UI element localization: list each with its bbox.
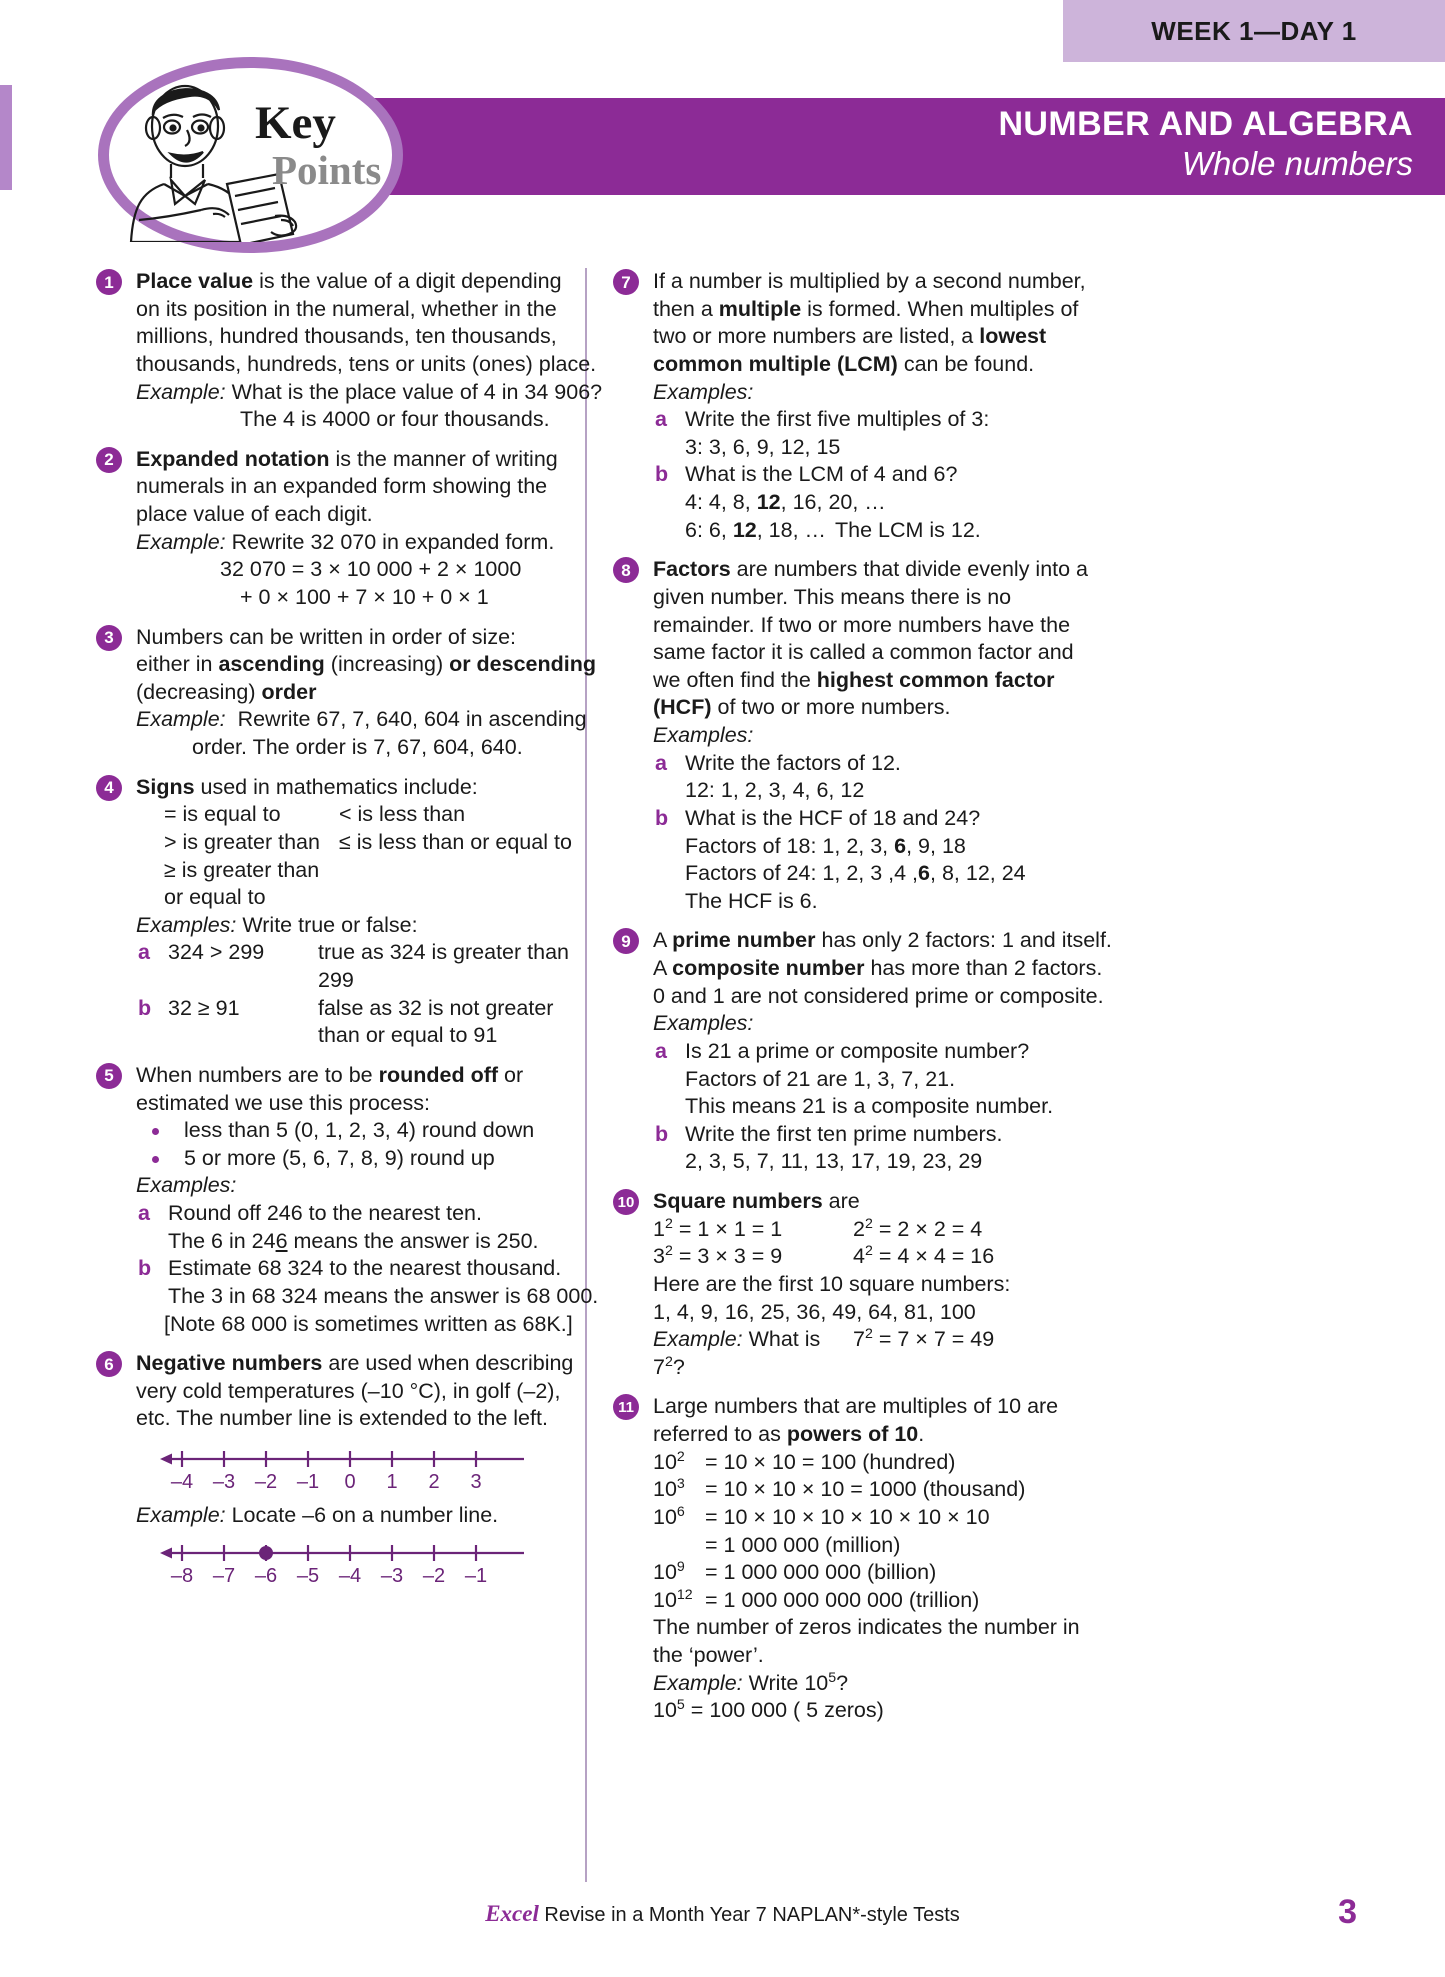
power-value: = 10 × 10 × 10 × 10 × 10 × 10	[705, 1504, 990, 1529]
number-line	[160, 1539, 588, 1590]
power-of-ten-row	[653, 1504, 1113, 1532]
sign-left: = is equal to	[164, 802, 281, 827]
key-point-item	[96, 624, 597, 762]
key-point-item	[613, 1188, 1113, 1381]
example-letter: b	[655, 805, 669, 830]
example-sub-item	[653, 1038, 1113, 1121]
square-example-row	[653, 1326, 1113, 1381]
example-letter: b	[138, 995, 152, 1020]
power-notation: $10^3$	[653, 1476, 685, 1502]
key-point-number-badge: 3	[96, 625, 122, 651]
example-expression: 324 > 299	[168, 940, 265, 965]
square-left: $3^2 = 3 \times 3 = 9$	[653, 1243, 783, 1269]
text-line: remainder. If two or more numbers have the	[653, 612, 1071, 637]
page-footer	[0, 1893, 1445, 1941]
number-line-label: –6	[254, 1565, 278, 1588]
text-line: A composite number has more than 2 factors.	[653, 956, 1103, 980]
text-line: 12: 1, 2, 3, 4, 6, 12	[685, 778, 865, 803]
text-line: given number. This means there is no	[653, 584, 1012, 609]
text-line: The HCF is 6.	[685, 888, 818, 913]
text-line: very cold temperatures (–10 °C), in golf (–2),	[136, 1378, 561, 1403]
number-line-label: –5	[296, 1565, 320, 1588]
text-line: Signs used in mathematics include:	[136, 774, 478, 799]
text-line: Examples:	[653, 1011, 754, 1036]
text-line: Write the factors of 12.	[685, 750, 901, 775]
square-example-question: Example: What is $7^2$?	[653, 1327, 821, 1379]
text-line: Examples:	[653, 379, 754, 404]
text-line: 1, 4, 9, 16, 25, 36, 49, 64, 81, 100	[653, 1299, 976, 1324]
text-line: Factors are numbers that divide evenly into a	[653, 557, 1089, 582]
example-letter: a	[655, 750, 667, 775]
square-left: $1^2 = 1 \times 1 = 1$	[653, 1215, 783, 1241]
section-subtitle: Whole numbers	[1181, 145, 1413, 183]
sign-left: ≥ is greater than or equal to	[164, 857, 320, 910]
key-point-item	[96, 774, 588, 1050]
example-answer: The LCM is 12.	[835, 517, 981, 542]
text-line: place value of each digit.	[136, 502, 373, 526]
number-line-label: –7	[212, 1565, 236, 1588]
number-line-label: 0	[344, 1471, 356, 1493]
number-line-label: –4	[338, 1565, 362, 1588]
key-point-number-badge: 5	[96, 1063, 122, 1089]
square-number-row	[653, 1216, 1113, 1244]
footer-title: Revise in a Month Year 7 NAPLAN*-style Tests	[538, 1904, 960, 1926]
text-line: Examples:	[653, 723, 754, 747]
text-line: the ‘power’.	[653, 1643, 764, 1667]
power-value: = 1 000 000 000 (billion)	[705, 1560, 937, 1585]
text-line: Examples:	[136, 1173, 237, 1198]
key-point-item	[96, 1062, 599, 1338]
key-point-item	[613, 556, 1113, 915]
text-line: order. The order is 7, 67, 604, 640.	[192, 735, 523, 759]
key-points-badge	[98, 57, 403, 253]
example-sub-item	[136, 939, 588, 994]
text-line: Example: Locate –6 on a number line.	[136, 1502, 499, 1527]
text-line: Example: Rewrite 67, 7, 640, 604 in ascending	[136, 707, 587, 732]
text-line: 4: 4, 8, 12, 16, 20, …	[685, 490, 886, 514]
example-sub-item	[136, 1200, 588, 1255]
text-line: two or more numbers are listed, a lowest	[653, 324, 1047, 349]
power-of-ten-row	[653, 1449, 1113, 1477]
text-line: 3: 3, 6, 9, 12, 15	[685, 434, 841, 459]
text-line: estimated we use this process:	[136, 1090, 430, 1115]
key-point-number-badge: 10	[613, 1189, 639, 1215]
text-line: common multiple (LCM) can be found.	[653, 351, 1035, 376]
text-line: Example: Write $10^5$?	[653, 1669, 849, 1695]
example-answer: true as 324 is greater than 299	[318, 940, 569, 992]
text-line: we often find the highest common factor	[653, 667, 1055, 692]
text-line: What is the LCM of 4 and 6?	[685, 462, 958, 487]
sign-right	[339, 857, 588, 912]
text-line: same factor it is called a common factor and	[653, 640, 1074, 665]
key-point-number-badge: 1	[96, 269, 122, 295]
key-point-item	[613, 927, 1113, 1176]
key-point-number-badge: 9	[613, 928, 639, 954]
number-line-label: 2	[428, 1471, 440, 1493]
example-letter: a	[138, 940, 150, 965]
section-title: NUMBER AND ALGEBRA	[998, 105, 1413, 143]
text-line: referred to as powers of 10.	[653, 1422, 925, 1446]
text-line: millions, hundred thousands, ten thousands,	[136, 324, 557, 349]
text-line: This means 21 is a composite number.	[685, 1094, 1054, 1119]
number-line-container	[136, 1445, 588, 1496]
text-line: Example: What is the place value of 4 in 34 906?	[136, 379, 603, 404]
example-letter: b	[655, 462, 669, 487]
text-line: Numbers can be written in order of size:	[136, 624, 516, 649]
text-line: [Note 68 000 is sometimes written as 68K.]	[164, 1311, 573, 1336]
number-line-label: 1	[386, 1471, 398, 1493]
text-line: Round off 246 to the nearest ten.	[168, 1201, 482, 1225]
number-line-container	[136, 1539, 588, 1590]
text-line: + 0 × 100 + 7 × 10 + 0 × 1	[240, 584, 489, 609]
number-line-label: 3	[470, 1471, 482, 1493]
text-line: Example: Rewrite 32 070 in expanded form.	[136, 529, 555, 554]
text-line: Is 21 a prime or composite number?	[685, 1038, 1030, 1063]
text-line: 2, 3, 5, 7, 11, 13, 17, 19, 23, 29	[685, 1149, 983, 1174]
example-sub-item	[653, 805, 1113, 916]
text-line: When numbers are to be rounded off or	[136, 1062, 524, 1087]
text-line: (HCF) of two or more numbers.	[653, 695, 951, 720]
key-point-item	[613, 268, 1113, 544]
example-answer: false as 32 is not greater	[318, 995, 554, 1020]
left-edge-accent-bar	[0, 85, 12, 190]
number-line-label: –2	[422, 1565, 446, 1588]
process-bullet: 5 or more (5, 6, 7, 8, 9) round up	[136, 1145, 588, 1173]
text-line: (decreasing) order	[136, 679, 317, 704]
text-line: thousands, hundreds, tens or units (ones) place.	[136, 351, 597, 376]
text-line: If a number is multiplied by a second number,	[653, 269, 1086, 293]
key-point-number-badge: 2	[96, 447, 122, 473]
text-line: either in ascending (increasing) or descending	[136, 652, 597, 677]
text-line: $10^5 = 100$ 000 ( 5 zeros)	[653, 1697, 884, 1723]
key-point-number-badge: 7	[613, 269, 639, 295]
text-line: etc. The number line is extended to the left.	[136, 1406, 548, 1431]
power-of-ten-row	[653, 1587, 1113, 1615]
power-notation: $10^{12}$	[653, 1586, 693, 1612]
text-line: Square numbers are	[653, 1189, 860, 1213]
key-point-item	[96, 446, 588, 612]
number-line-label: –8	[170, 1565, 194, 1588]
sign-row	[136, 801, 588, 829]
example-answer-cont: than or equal to 91	[318, 1023, 498, 1048]
text-line: The 6 in 246 means the answer is 250.	[168, 1228, 539, 1253]
power-notation: $10^2$	[653, 1448, 685, 1474]
left-column	[96, 268, 603, 1602]
text-line: Write the first ten prime numbers.	[685, 1121, 1003, 1146]
process-bullet: less than 5 (0, 1, 2, 3, 4) round down	[136, 1117, 588, 1145]
week-day-label: WEEK 1—DAY 1	[1151, 15, 1357, 46]
example-letter: a	[655, 407, 667, 432]
sign-right: < is less than	[339, 802, 466, 827]
text-line: 32 070 = 3 × 10 000 + 2 × 1000	[220, 557, 522, 582]
text-line: on its position in the numeral, whether in the	[136, 296, 557, 321]
power-of-ten-row	[653, 1559, 1113, 1587]
text-line: A prime number has only 2 factors: 1 and itself.	[653, 928, 1112, 953]
number-line-label: –1	[296, 1471, 320, 1493]
text-line: Negative numbers are used when describing	[136, 1351, 574, 1376]
text-line: The 4 is 4000 or four thousands.	[240, 407, 550, 432]
example-letter: a	[655, 1038, 667, 1063]
example-sub-item	[136, 995, 588, 1050]
text-line: Large numbers that are multiples of 10 are	[653, 1394, 1059, 1419]
right-column	[613, 268, 1113, 1737]
text-line: What is the HCF of 18 and 24?	[685, 805, 981, 830]
key-point-number-badge: 6	[96, 1351, 122, 1377]
text-line: Factors of 24: 1, 2, 3 ,4 ,6, 8, 12, 24	[685, 861, 1026, 886]
sign-row	[136, 857, 588, 912]
power-of-ten-row	[653, 1476, 1113, 1504]
number-line-label: –2	[254, 1471, 278, 1493]
example-expression: 6: 6, 12, 18, …	[685, 517, 827, 542]
text-line: numerals in an expanded form showing the	[136, 474, 548, 499]
week-day-tag	[1063, 0, 1445, 62]
power-value: = 1 000 000 (million)	[705, 1532, 901, 1557]
number-line-label: –4	[170, 1471, 194, 1493]
text-line: The 3 in 68 324 means the answer is 68 000.	[168, 1283, 599, 1308]
square-example-answer: $7^2 = 7 \times 7 = 49$	[853, 1325, 995, 1352]
text-line: Place value is the value of a digit depending	[136, 269, 562, 293]
text-line: Factors of 18: 1, 2, 3, 6, 9, 18	[685, 833, 966, 858]
number-line-label: –3	[380, 1565, 404, 1588]
example-sub-item	[136, 1255, 599, 1310]
power-value: = 1 000 000 000 000 (trillion)	[705, 1587, 980, 1612]
page-number: 3	[1338, 1893, 1357, 1931]
text-line: Here are the first 10 square numbers:	[653, 1271, 1011, 1296]
power-value: = 10 × 10 = 100 (hundred)	[705, 1449, 956, 1474]
square-number-row	[653, 1243, 1113, 1271]
power-notation: $10^6$	[653, 1503, 685, 1529]
example-sub-item	[653, 1121, 1113, 1176]
number-line	[160, 1445, 588, 1496]
example-letter: b	[655, 1121, 669, 1146]
example-letter: a	[138, 1201, 150, 1225]
power-value: = 10 × 10 × 10 = 1000 (thousand)	[705, 1477, 1026, 1502]
key-point-item	[96, 268, 603, 434]
power-notation: $10^9$	[653, 1558, 685, 1585]
key-point-item	[96, 1350, 588, 1590]
square-right: $4^2 = 4 \times 4 = 16$	[853, 1243, 995, 1269]
key-points-key-text: Key	[255, 97, 336, 149]
example-expression: 32 ≥ 91	[168, 995, 240, 1020]
text-line: The number of zeros indicates the number in	[653, 1615, 1080, 1640]
power-of-ten-row	[653, 1532, 1113, 1560]
footer-brand: Excel	[485, 1901, 539, 1926]
key-point-number-badge: 11	[613, 1394, 639, 1420]
text-line: then a multiple is formed. When multiples of	[653, 296, 1079, 321]
example-letter: b	[138, 1256, 152, 1281]
key-point-number-badge: 8	[613, 557, 639, 583]
sign-right: ≤ is less than or equal to	[339, 829, 572, 854]
text-line: Write the first five multiples of 3:	[685, 407, 990, 432]
number-line-label: –1	[464, 1565, 488, 1588]
sign-row	[136, 829, 588, 857]
key-point-number-badge: 4	[96, 775, 122, 801]
power-notation	[653, 1532, 705, 1560]
sign-left: > is greater than	[164, 829, 320, 854]
example-sub-item	[653, 461, 1113, 544]
number-line-label: –3	[212, 1471, 236, 1493]
text-line: 0 and 1 are not considered prime or composite.	[653, 983, 1104, 1008]
text-line: Factors of 21 are 1, 3, 7, 21.	[685, 1066, 956, 1091]
key-point-item	[613, 1393, 1113, 1725]
text-line: Examples: Write true or false:	[136, 912, 418, 937]
text-line: Estimate 68 324 to the nearest thousand.	[168, 1256, 562, 1281]
key-points-points-text: Points	[272, 147, 382, 193]
example-sub-item	[653, 406, 1113, 461]
example-sub-item	[653, 750, 1113, 805]
text-line: Expanded notation is the manner of writing	[136, 446, 558, 471]
square-right: $2^2 = 2 \times 2 = 4$	[853, 1215, 983, 1241]
